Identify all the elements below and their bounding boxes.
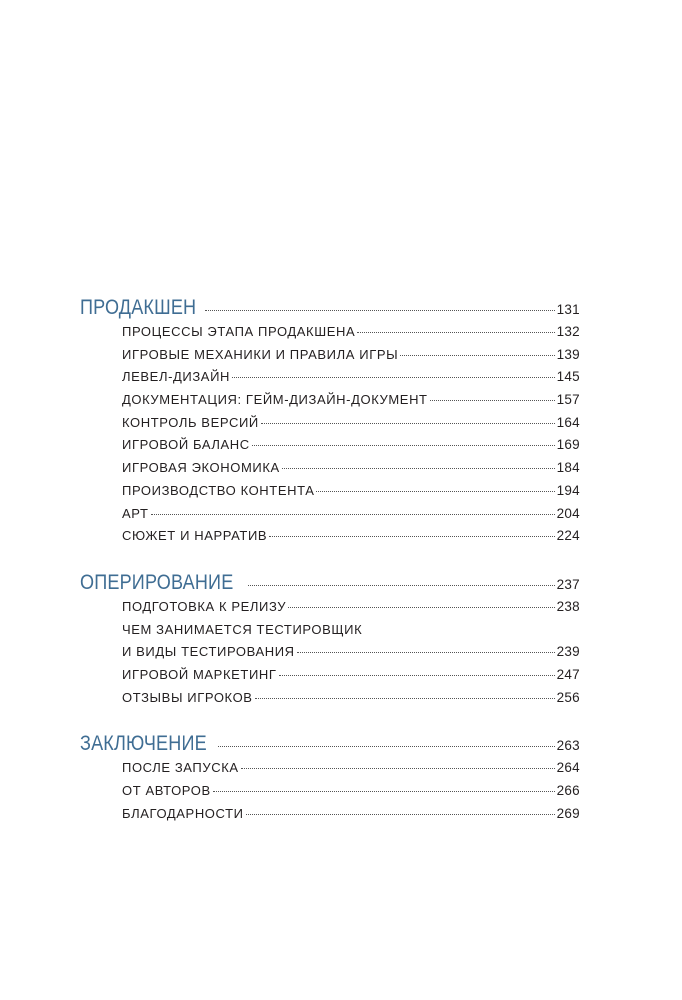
- entry-title-continuation: И ВИДЫ ТЕСТИРОВАНИЯ: [122, 644, 295, 660]
- section-title: ОПЕРИРОВАНИЕ: [80, 570, 234, 594]
- entry-title: БЛАГОДАРНОСТИ: [122, 805, 244, 821]
- page-number: 266: [556, 783, 580, 798]
- entry-title: ОТ АВТОРОВ: [122, 783, 211, 798]
- entry-title: ПОДГОТОВКА К РЕЛИЗУ: [122, 598, 287, 614]
- dot-leader: [357, 332, 554, 333]
- dot-leader: [246, 814, 555, 815]
- page-number: 164: [556, 414, 580, 430]
- entry-title: СЮЖЕТ И НАРРАТИВ: [122, 528, 268, 544]
- page-number: 238: [556, 598, 580, 614]
- toc-entry[interactable]: [80, 599, 580, 622]
- toc-entry[interactable]: [80, 783, 580, 806]
- entry-title: ИГРОВОЙ БАЛАНС: [122, 437, 250, 453]
- page-number: 204: [556, 505, 580, 521]
- toc-section-conclusion: [80, 732, 580, 828]
- entry-title: КОНТРОЛЬ ВЕРСИЙ: [122, 414, 259, 430]
- page-number: 224: [556, 528, 580, 544]
- toc-entry-first-line[interactable]: [80, 622, 580, 645]
- page-number: 256: [556, 689, 580, 705]
- dot-leader: [400, 355, 554, 356]
- dot-leader: [241, 768, 555, 769]
- dot-leader: [316, 491, 554, 492]
- dot-leader: [269, 536, 554, 537]
- entry-title: ЛЕВЕЛ-ДИЗАЙН: [122, 369, 231, 385]
- entry-title: ПОСЛЕ ЗАПУСКА: [122, 760, 239, 776]
- toc-entry[interactable]: [80, 760, 580, 783]
- section-title: ЗАКЛЮЧЕНИЕ: [80, 732, 207, 756]
- entry-title: ПРОЦЕССЫ ЭТАПА ПРОДАКШЕНА: [122, 324, 356, 339]
- toc-entry[interactable]: [80, 324, 580, 347]
- dot-leader: [232, 377, 555, 378]
- entry-title: ИГРОВЫЕ МЕХАНИКИ И ПРАВИЛА ИГРЫ: [122, 346, 399, 362]
- toc-section-heading[interactable]: [80, 732, 580, 760]
- entry-title: ИГРОВАЯ ЭКОНОМИКА: [122, 460, 280, 476]
- page-number: 132: [556, 324, 580, 339]
- toc-entry[interactable]: [80, 460, 580, 483]
- entry-title: ОТЗЫВЫ ИГРОКОВ: [122, 689, 253, 705]
- page-number: 157: [556, 392, 580, 408]
- dot-leader: [261, 423, 555, 424]
- toc-entry[interactable]: [80, 667, 580, 690]
- page-number: 169: [556, 437, 580, 453]
- toc-entry-continuation[interactable]: [80, 644, 580, 667]
- toc-section-heading[interactable]: [80, 296, 580, 324]
- toc-entry[interactable]: [80, 415, 580, 438]
- dot-leader: [151, 514, 555, 515]
- page-number: 264: [556, 760, 580, 776]
- toc-section-heading[interactable]: [80, 571, 580, 599]
- toc-section-production: [80, 296, 580, 551]
- page-number: 194: [556, 482, 580, 498]
- dot-leader: [218, 746, 555, 747]
- toc-entry[interactable]: [80, 690, 580, 713]
- dot-leader: [252, 445, 555, 446]
- toc-entry[interactable]: [80, 806, 580, 829]
- dot-leader: [213, 791, 555, 792]
- page-number: 269: [556, 805, 580, 821]
- toc-entry[interactable]: [80, 392, 580, 415]
- entry-title: АРТ: [122, 505, 149, 521]
- dot-leader: [430, 400, 555, 401]
- page-number: 184: [556, 460, 580, 476]
- entry-title: ПРОИЗВОДСТВО КОНТЕНТА: [122, 482, 315, 498]
- entry-title: ИГРОВОЙ МАРКЕТИНГ: [122, 666, 277, 682]
- dot-leader: [297, 652, 555, 653]
- page-number: 263: [556, 738, 580, 754]
- table-of-contents: [80, 296, 580, 848]
- entry-title: ЧЕМ ЗАНИМАЕТСЯ ТЕСТИРОВЩИК: [122, 621, 363, 637]
- page-number: 145: [556, 369, 580, 385]
- entry-title: ДОКУМЕНТАЦИЯ: ГЕЙМ-ДИЗАЙН-ДОКУМЕНТ: [122, 392, 428, 408]
- section-title: ПРОДАКШЕН: [80, 296, 197, 319]
- toc-entry[interactable]: [80, 369, 580, 392]
- toc-section-operations: [80, 571, 580, 712]
- page-number: 237: [556, 576, 580, 592]
- toc-entry[interactable]: [80, 347, 580, 370]
- dot-leader: [279, 675, 555, 676]
- page-number: 139: [556, 346, 580, 362]
- page-number: 247: [556, 666, 580, 682]
- dot-leader: [205, 310, 554, 311]
- toc-entry[interactable]: [80, 528, 580, 551]
- dot-leader: [282, 468, 555, 469]
- dot-leader: [288, 607, 554, 608]
- dot-leader: [248, 585, 554, 586]
- toc-entry[interactable]: [80, 506, 580, 529]
- page-number: 131: [556, 302, 580, 317]
- toc-entry[interactable]: [80, 437, 580, 460]
- page-number: 239: [556, 644, 580, 660]
- toc-entry[interactable]: [80, 483, 580, 506]
- dot-leader: [255, 698, 555, 699]
